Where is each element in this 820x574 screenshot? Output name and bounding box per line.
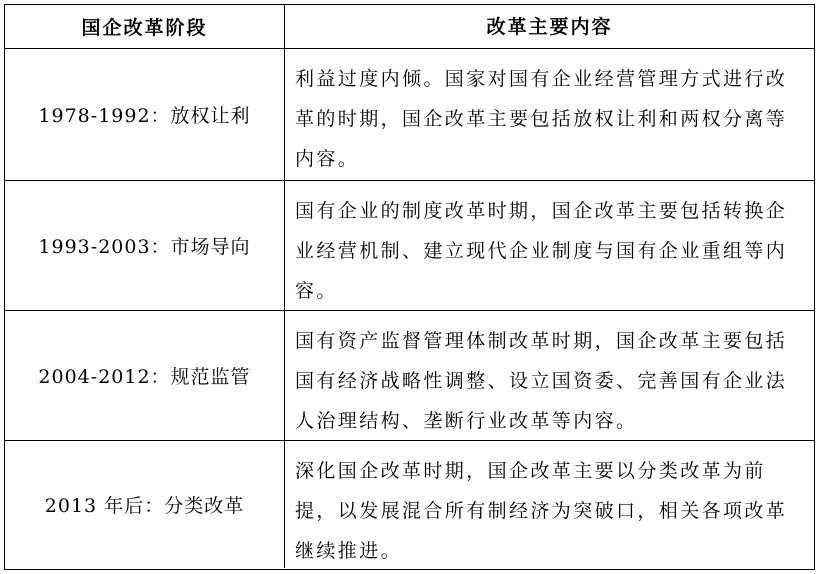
reform-stages-table — [4, 4, 815, 570]
content-cell: 利益过度内倾。国家对国有企业经营管理方式进行改革的时期，国企改革主要包括放权让利和两权分离等内容。 — [295, 68, 788, 170]
stage-cell: 2004-2012：规范监管 — [5, 311, 285, 440]
stage-cell: 2013 年后：分类改革 — [5, 441, 285, 568]
header-stage: 国企改革阶段 — [5, 5, 285, 48]
stage-cell: 1993-2003：市场导向 — [5, 181, 285, 310]
content-cell: 国有企业的制度改革时期，国企改革主要包括转换企业经营机制、建立现代企业制度与国有企业重组等内容。 — [295, 200, 788, 302]
table-row — [5, 181, 814, 311]
table-row — [5, 311, 814, 441]
stage-cell: 1978-1992：放权让利 — [5, 49, 285, 180]
table-header-row — [5, 5, 814, 49]
table-row — [5, 49, 814, 181]
table-row — [5, 441, 814, 568]
content-cell: 国有资产监督管理体制改革时期，国企改革主要包括国有经济战略性调整、设立国资委、完善国有企业法人治理结构、垄断行业改革等内容。 — [295, 330, 788, 432]
content-cell: 深化国企改革时期，国企改革主要以分类改革为前提，以发展混合所有制经济为突破口，相关各项改革继续推进。 — [295, 460, 788, 562]
header-content: 改革主要内容 — [486, 15, 613, 38]
